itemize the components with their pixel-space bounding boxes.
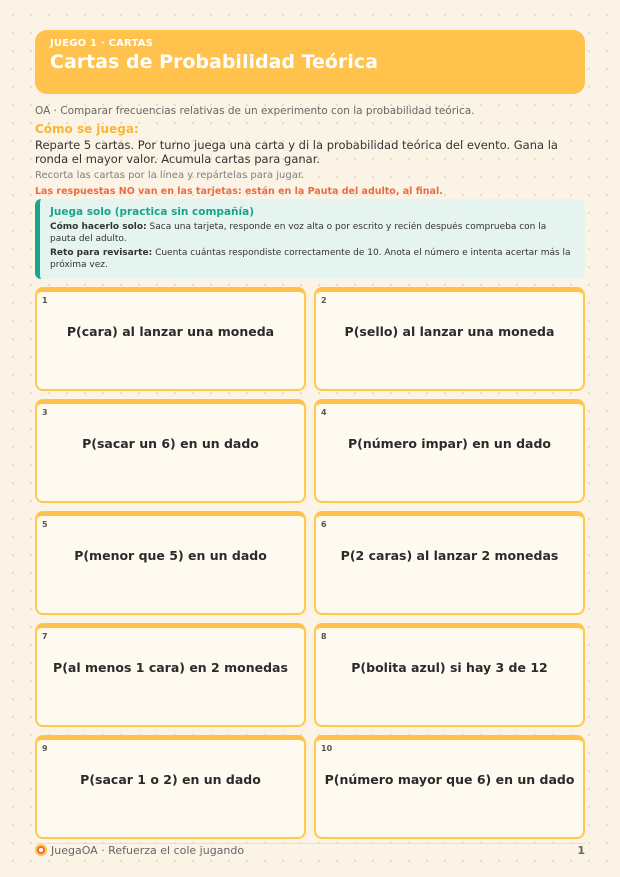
card-number: 10 <box>321 744 333 753</box>
card-number: 9 <box>42 744 48 753</box>
how-to-play-heading: Cómo se juega: <box>35 122 139 136</box>
probability-card <box>35 735 306 839</box>
card-prompt: P(cara) al lanzar una moneda <box>66 324 275 339</box>
probability-card <box>314 735 585 839</box>
card-prompt: P(sello) al lanzar una moneda <box>344 324 555 339</box>
cut-instructions: Recorta las cartas por la línea y repártelas para jugar. <box>35 170 305 181</box>
page-header <box>35 30 585 94</box>
game-kicker: JUEGO 1 · CARTAS <box>50 38 154 49</box>
brand-tagline: JuegaOA · Refuerza el cole jugando <box>51 844 245 857</box>
intro-section <box>35 104 585 198</box>
card-number: 1 <box>42 296 48 305</box>
probability-card <box>314 399 585 503</box>
probability-card <box>35 511 306 615</box>
solo-challenge-line <box>50 247 575 271</box>
solo-challenge-text: Cuenta cuántas respondiste correctamente de 10. Anota el número e intenta acertar más la próxima vez. <box>50 248 571 270</box>
card-grid <box>35 287 585 839</box>
probability-card <box>314 287 585 391</box>
page-title: Cartas de Probabilidad Teórica <box>50 51 378 73</box>
card-prompt: P(número mayor que 6) en un dado <box>324 772 575 787</box>
probability-card <box>35 623 306 727</box>
card-prompt: P(menor que 5) en un dado <box>74 548 267 563</box>
game-rules: Reparte 5 cartas. Por turno juega una carta y di la probabilidad teórica del evento. Gana la ronda el mayor valor. Acumula cartas para ganar. <box>35 138 558 166</box>
learning-objective: OA · Comparar frecuencias relativas de un experimento con la probabilidad teórica. <box>35 105 475 117</box>
solo-challenge-label: Reto para revisarte: <box>50 248 153 258</box>
solo-how-label: Cómo hacerlo solo: <box>50 222 147 232</box>
solo-play-box <box>35 199 585 279</box>
solo-how-text: Saca una tarjeta, responde en voz alta o por escrito y recién después comprueba con la pauta del adulto. <box>50 222 547 244</box>
probability-card <box>35 287 306 391</box>
card-number: 6 <box>321 520 327 529</box>
card-number: 7 <box>42 632 48 641</box>
solo-play-title: Juega solo (practica sin compañía) <box>50 206 254 218</box>
card-number: 2 <box>321 296 327 305</box>
card-prompt: P(sacar un 6) en un dado <box>82 436 259 451</box>
card-prompt: P(sacar 1 o 2) en un dado <box>80 772 261 787</box>
card-prompt: P(número impar) en un dado <box>348 436 551 451</box>
brand-logo-icon <box>35 844 47 856</box>
card-number: 4 <box>321 408 327 417</box>
page-number: 1 <box>577 844 585 857</box>
page-footer <box>35 843 585 857</box>
probability-card <box>35 399 306 503</box>
probability-card <box>314 623 585 727</box>
probability-card <box>314 511 585 615</box>
card-prompt: P(al menos 1 cara) en 2 monedas <box>53 660 288 675</box>
solo-how-line <box>50 221 575 245</box>
card-number: 5 <box>42 520 48 529</box>
card-prompt: P(bolita azul) si hay 3 de 12 <box>351 660 548 675</box>
card-prompt: P(2 caras) al lanzar 2 monedas <box>340 548 559 563</box>
answers-warning: Las respuestas NO van en las tarjetas: están en la Pauta del adulto, al final. <box>35 186 443 197</box>
card-number: 3 <box>42 408 48 417</box>
card-number: 8 <box>321 632 327 641</box>
